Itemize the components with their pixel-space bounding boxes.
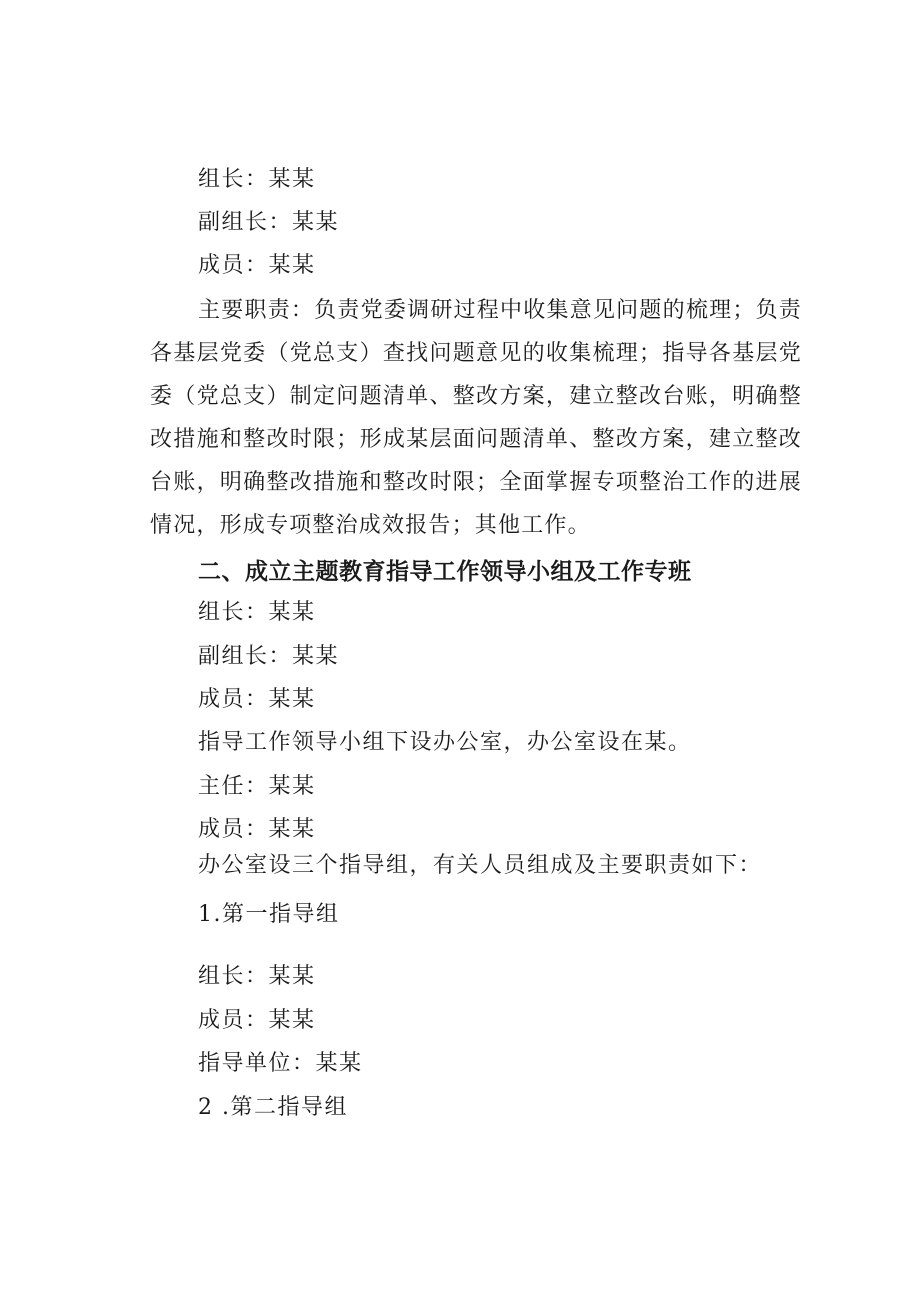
section1-duties-paragraph: 主要职责：负责党委调研过程中收集意见问题的梳理；负责各基层党委（党总支）查找问题意见的收集梳理；指导各基层党委（党总支）制定问题清单、整改方案，建立整改台账，明确整改措施和整改时限；形成某层面问题清单、整改方案，建立整改台账，明确整改措施和整改时限；全面掌握专项整治工作的进展情况，形成专项整治成效报告；其他工作。 <box>150 298 802 538</box>
group1-unit: 指导单位：某某 <box>198 1051 363 1076</box>
office-note: 指导工作领导小组下设办公室，办公室设在某。 <box>198 730 692 755</box>
section1-members: 成员：某某 <box>198 253 316 278</box>
section1-leader: 组长：某某 <box>198 167 316 192</box>
section1-deputy-leader: 副组长：某某 <box>198 210 340 235</box>
group2-title: 2 .第二指导组 <box>198 1095 348 1120</box>
section2-deputy-leader: 副组长：某某 <box>198 644 340 669</box>
group1-members: 成员：某某 <box>198 1008 316 1033</box>
group1-leader: 组长：某某 <box>198 964 316 989</box>
groups-intro: 办公室设三个指导组，有关人员组成及主要职责如下： <box>198 853 763 878</box>
office-director: 主任：某某 <box>198 774 316 799</box>
office-members: 成员：某某 <box>198 817 316 842</box>
section2-heading: 二、成立主题教育指导工作领导小组及工作专班 <box>198 559 692 585</box>
group1-title: 1.第一指导组 <box>198 902 340 927</box>
section2-members: 成员：某某 <box>198 687 316 712</box>
section2-leader: 组长：某某 <box>198 600 316 625</box>
